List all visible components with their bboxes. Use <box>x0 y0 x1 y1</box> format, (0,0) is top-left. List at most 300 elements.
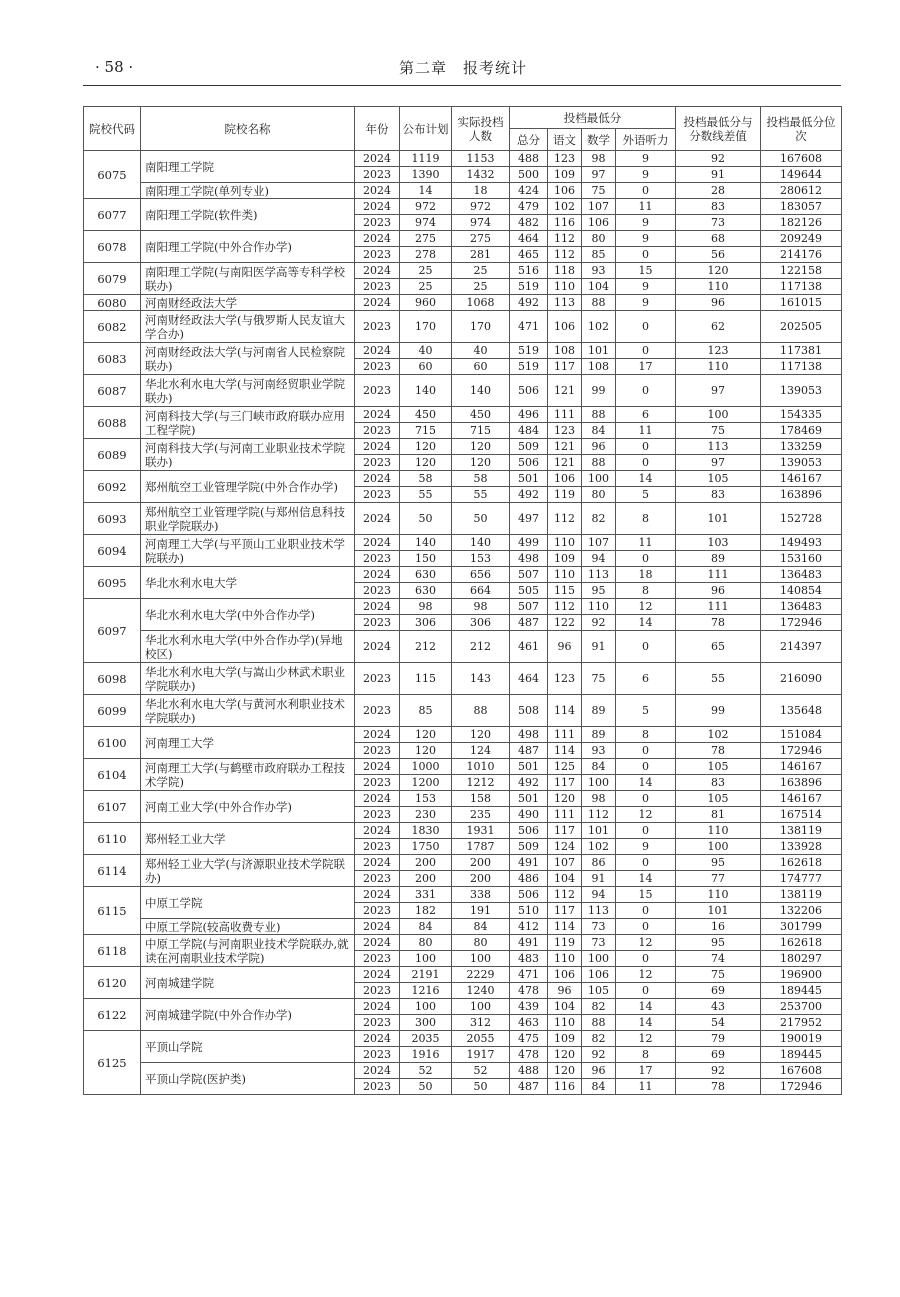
cell-listening: 9 <box>616 231 676 247</box>
cell-diff: 56 <box>676 247 761 263</box>
school-name: 河南城建学院 <box>141 967 355 999</box>
school-code: 6088 <box>84 407 141 439</box>
cell-total: 463 <box>510 1015 548 1031</box>
cell-year: 2023 <box>355 695 400 727</box>
cell-math: 91 <box>582 631 616 663</box>
cell-total: 500 <box>510 167 548 183</box>
col-header-listening: 外语听力 <box>616 129 676 151</box>
cell-math: 84 <box>582 759 616 775</box>
school-name: 河南理工大学(与鹤壁市政府联办工程技术学院) <box>141 759 355 791</box>
cell-year: 2023 <box>355 279 400 295</box>
cell-chinese: 122 <box>548 615 582 631</box>
cell-math: 107 <box>582 535 616 551</box>
cell-rank: 163896 <box>761 775 842 791</box>
school-name: 河南城建学院(中外合作办学) <box>141 999 355 1031</box>
cell-listening: 5 <box>616 695 676 727</box>
cell-actual: 281 <box>452 247 510 263</box>
cell-diff: 110 <box>676 887 761 903</box>
cell-math: 94 <box>582 887 616 903</box>
cell-actual: 158 <box>452 791 510 807</box>
cell-total: 501 <box>510 791 548 807</box>
cell-math: 89 <box>582 695 616 727</box>
cell-listening: 11 <box>616 199 676 215</box>
school-name: 河南科技大学(与三门峡市政府联办应用工程学院) <box>141 407 355 439</box>
table-row <box>84 567 842 583</box>
admission-stats-table <box>83 106 842 1095</box>
col-header-actual: 实际投档人数 <box>452 107 510 151</box>
cell-diff: 105 <box>676 471 761 487</box>
cell-listening: 9 <box>616 279 676 295</box>
cell-math: 92 <box>582 1047 616 1063</box>
cell-total: 492 <box>510 775 548 791</box>
cell-diff: 43 <box>676 999 761 1015</box>
table-row <box>84 695 842 727</box>
cell-rank: 189445 <box>761 1047 842 1063</box>
cell-actual: 656 <box>452 567 510 583</box>
cell-year: 2023 <box>355 375 400 407</box>
cell-year: 2023 <box>355 423 400 439</box>
cell-total: 501 <box>510 759 548 775</box>
cell-rank: 132206 <box>761 903 842 919</box>
cell-plan: 25 <box>400 279 452 295</box>
cell-actual: 275 <box>452 231 510 247</box>
cell-math: 100 <box>582 951 616 967</box>
cell-plan: 58 <box>400 471 452 487</box>
cell-rank: 117138 <box>761 359 842 375</box>
cell-total: 464 <box>510 663 548 695</box>
cell-total: 471 <box>510 311 548 343</box>
cell-chinese: 106 <box>548 311 582 343</box>
cell-actual: 191 <box>452 903 510 919</box>
school-code: 6099 <box>84 695 141 727</box>
cell-math: 75 <box>582 183 616 199</box>
cell-plan: 1000 <box>400 759 452 775</box>
cell-rank: 189445 <box>761 983 842 999</box>
school-name: 平顶山学院 <box>141 1031 355 1063</box>
cell-diff: 101 <box>676 903 761 919</box>
cell-plan: 25 <box>400 263 452 279</box>
cell-total: 497 <box>510 503 548 535</box>
cell-rank: 214397 <box>761 631 842 663</box>
cell-plan: 182 <box>400 903 452 919</box>
school-code: 6078 <box>84 231 141 263</box>
cell-actual: 1917 <box>452 1047 510 1063</box>
cell-plan: 98 <box>400 599 452 615</box>
cell-year: 2024 <box>355 759 400 775</box>
school-name: 南阳理工学院(单列专业) <box>141 183 355 199</box>
cell-year: 2023 <box>355 551 400 567</box>
cell-listening: 9 <box>616 151 676 167</box>
cell-total: 516 <box>510 263 548 279</box>
cell-actual: 84 <box>452 919 510 935</box>
cell-actual: 235 <box>452 807 510 823</box>
cell-total: 519 <box>510 359 548 375</box>
cell-diff: 62 <box>676 311 761 343</box>
school-name: 南阳理工学院(软件类) <box>141 199 355 231</box>
cell-actual: 1068 <box>452 295 510 311</box>
school-code: 6077 <box>84 199 141 231</box>
school-code: 6118 <box>84 935 141 967</box>
cell-rank: 190019 <box>761 1031 842 1047</box>
cell-year: 2024 <box>355 1063 400 1079</box>
cell-total: 475 <box>510 1031 548 1047</box>
cell-rank: 167608 <box>761 1063 842 1079</box>
table-row <box>84 823 842 839</box>
cell-plan: 84 <box>400 919 452 935</box>
cell-year: 2023 <box>355 743 400 759</box>
cell-total: 482 <box>510 215 548 231</box>
cell-plan: 115 <box>400 663 452 695</box>
school-code: 6094 <box>84 535 141 567</box>
cell-plan: 278 <box>400 247 452 263</box>
cell-actual: 100 <box>452 999 510 1015</box>
cell-chinese: 112 <box>548 231 582 247</box>
table-row <box>84 1063 842 1079</box>
cell-plan: 1916 <box>400 1047 452 1063</box>
cell-plan: 14 <box>400 183 452 199</box>
cell-total: 506 <box>510 455 548 471</box>
cell-rank: 135648 <box>761 695 842 727</box>
cell-diff: 89 <box>676 551 761 567</box>
cell-rank: 174777 <box>761 871 842 887</box>
cell-chinese: 106 <box>548 471 582 487</box>
cell-plan: 200 <box>400 855 452 871</box>
cell-chinese: 106 <box>548 183 582 199</box>
cell-listening: 0 <box>616 903 676 919</box>
cell-chinese: 114 <box>548 695 582 727</box>
school-code: 6083 <box>84 343 141 375</box>
cell-total: 479 <box>510 199 548 215</box>
cell-actual: 55 <box>452 487 510 503</box>
col-header-name: 院校名称 <box>141 107 355 151</box>
cell-math: 107 <box>582 199 616 215</box>
school-name: 华北水利水电大学(与河南经贸职业学院联办) <box>141 375 355 407</box>
cell-actual: 972 <box>452 199 510 215</box>
cell-year: 2024 <box>355 199 400 215</box>
cell-chinese: 111 <box>548 727 582 743</box>
cell-listening: 12 <box>616 967 676 983</box>
school-code: 6079 <box>84 263 141 295</box>
cell-diff: 100 <box>676 839 761 855</box>
cell-rank: 301799 <box>761 919 842 935</box>
cell-chinese: 112 <box>548 503 582 535</box>
cell-rank: 149493 <box>761 535 842 551</box>
cell-total: 490 <box>510 807 548 823</box>
cell-listening: 18 <box>616 567 676 583</box>
cell-total: 471 <box>510 967 548 983</box>
school-code: 6075 <box>84 151 141 199</box>
cell-listening: 11 <box>616 423 676 439</box>
cell-chinese: 116 <box>548 1079 582 1095</box>
cell-total: 509 <box>510 439 548 455</box>
cell-actual: 124 <box>452 743 510 759</box>
cell-plan: 170 <box>400 311 452 343</box>
cell-year: 2023 <box>355 1079 400 1095</box>
cell-diff: 79 <box>676 1031 761 1047</box>
cell-math: 96 <box>582 1063 616 1079</box>
cell-math: 96 <box>582 439 616 455</box>
cell-total: 519 <box>510 279 548 295</box>
cell-rank: 180297 <box>761 951 842 967</box>
cell-year: 2024 <box>355 439 400 455</box>
cell-year: 2024 <box>355 295 400 311</box>
school-code: 6092 <box>84 471 141 503</box>
header-rule <box>83 85 841 86</box>
table-row <box>84 263 842 279</box>
school-name: 华北水利水电大学(与嵩山少林武术职业学院联办) <box>141 663 355 695</box>
school-name: 中原工学院 <box>141 887 355 919</box>
cell-listening: 12 <box>616 807 676 823</box>
cell-rank: 162618 <box>761 935 842 951</box>
cell-year: 2023 <box>355 455 400 471</box>
school-name: 河南工业大学(中外合作办学) <box>141 791 355 823</box>
cell-listening: 14 <box>616 471 676 487</box>
col-header-rank: 投档最低分位次 <box>761 107 842 151</box>
cell-math: 84 <box>582 1079 616 1095</box>
cell-year: 2024 <box>355 855 400 871</box>
cell-plan: 60 <box>400 359 452 375</box>
cell-year: 2024 <box>355 791 400 807</box>
table-row <box>84 599 842 615</box>
cell-actual: 1931 <box>452 823 510 839</box>
cell-plan: 960 <box>400 295 452 311</box>
table-row <box>84 791 842 807</box>
cell-year: 2024 <box>355 631 400 663</box>
table-row <box>84 855 842 871</box>
cell-chinese: 125 <box>548 759 582 775</box>
cell-rank: 154335 <box>761 407 842 423</box>
cell-chinese: 106 <box>548 967 582 983</box>
cell-actual: 80 <box>452 935 510 951</box>
cell-diff: 110 <box>676 279 761 295</box>
cell-year: 2023 <box>355 839 400 855</box>
cell-math: 101 <box>582 343 616 359</box>
cell-year: 2023 <box>355 615 400 631</box>
cell-math: 89 <box>582 727 616 743</box>
cell-plan: 974 <box>400 215 452 231</box>
school-code: 6110 <box>84 823 141 855</box>
cell-actual: 312 <box>452 1015 510 1031</box>
cell-actual: 1432 <box>452 167 510 183</box>
cell-actual: 25 <box>452 263 510 279</box>
cell-chinese: 120 <box>548 1047 582 1063</box>
school-name: 郑州轻工业大学 <box>141 823 355 855</box>
cell-plan: 1200 <box>400 775 452 791</box>
school-code: 6080 <box>84 295 141 311</box>
cell-actual: 664 <box>452 583 510 599</box>
cell-actual: 18 <box>452 183 510 199</box>
school-code: 6104 <box>84 759 141 791</box>
cell-year: 2023 <box>355 583 400 599</box>
cell-total: 491 <box>510 855 548 871</box>
cell-year: 2024 <box>355 231 400 247</box>
table-row <box>84 311 842 343</box>
cell-plan: 331 <box>400 887 452 903</box>
cell-math: 88 <box>582 407 616 423</box>
cell-chinese: 119 <box>548 487 582 503</box>
table-row <box>84 407 842 423</box>
cell-year: 2024 <box>355 535 400 551</box>
cell-total: 484 <box>510 423 548 439</box>
school-name: 南阳理工学院(中外合作办学) <box>141 231 355 263</box>
cell-chinese: 109 <box>548 1031 582 1047</box>
cell-listening: 6 <box>616 407 676 423</box>
cell-math: 84 <box>582 423 616 439</box>
cell-math: 88 <box>582 1015 616 1031</box>
cell-year: 2024 <box>355 503 400 535</box>
cell-year: 2023 <box>355 167 400 183</box>
cell-plan: 300 <box>400 1015 452 1031</box>
cell-listening: 14 <box>616 871 676 887</box>
cell-year: 2023 <box>355 983 400 999</box>
table-row <box>84 183 842 199</box>
table-row <box>84 295 842 311</box>
col-header-plan: 公布计划 <box>400 107 452 151</box>
school-code: 6097 <box>84 599 141 663</box>
school-name: 南阳理工学院(与南阳医学高等专科学校联办) <box>141 263 355 295</box>
cell-total: 439 <box>510 999 548 1015</box>
cell-math: 88 <box>582 455 616 471</box>
cell-chinese: 120 <box>548 1063 582 1079</box>
cell-total: 487 <box>510 615 548 631</box>
cell-listening: 0 <box>616 631 676 663</box>
cell-total: 506 <box>510 887 548 903</box>
table-row <box>84 375 842 407</box>
cell-diff: 97 <box>676 375 761 407</box>
cell-chinese: 110 <box>548 567 582 583</box>
cell-year: 2024 <box>355 151 400 167</box>
school-name: 中原工学院(较高收费专业) <box>141 919 355 935</box>
cell-year: 2023 <box>355 1047 400 1063</box>
cell-actual: 120 <box>452 727 510 743</box>
cell-rank: 153160 <box>761 551 842 567</box>
cell-total: 412 <box>510 919 548 935</box>
col-header-chinese: 语文 <box>548 129 582 151</box>
cell-total: 478 <box>510 983 548 999</box>
table-row <box>84 471 842 487</box>
cell-rank: 146167 <box>761 759 842 775</box>
cell-listening: 0 <box>616 311 676 343</box>
cell-total: 506 <box>510 375 548 407</box>
cell-math: 80 <box>582 487 616 503</box>
cell-math: 98 <box>582 791 616 807</box>
cell-math: 104 <box>582 279 616 295</box>
school-code: 6115 <box>84 887 141 935</box>
cell-rank: 167608 <box>761 151 842 167</box>
table-row <box>84 999 842 1015</box>
cell-actual: 25 <box>452 279 510 295</box>
cell-chinese: 110 <box>548 535 582 551</box>
cell-listening: 0 <box>616 919 676 935</box>
cell-plan: 972 <box>400 199 452 215</box>
school-code: 6098 <box>84 663 141 695</box>
cell-listening: 0 <box>616 855 676 871</box>
cell-rank: 133928 <box>761 839 842 855</box>
cell-chinese: 117 <box>548 823 582 839</box>
table-row <box>84 439 842 455</box>
school-code: 6107 <box>84 791 141 823</box>
cell-plan: 120 <box>400 727 452 743</box>
cell-diff: 105 <box>676 759 761 775</box>
cell-listening: 11 <box>616 535 676 551</box>
cell-rank: 183057 <box>761 199 842 215</box>
cell-actual: 153 <box>452 551 510 567</box>
cell-chinese: 114 <box>548 919 582 935</box>
col-header-total: 总分 <box>510 129 548 151</box>
cell-year: 2023 <box>355 359 400 375</box>
cell-diff: 97 <box>676 455 761 471</box>
cell-chinese: 109 <box>548 167 582 183</box>
cell-year: 2023 <box>355 311 400 343</box>
col-header-math: 数学 <box>582 129 616 151</box>
cell-diff: 73 <box>676 215 761 231</box>
cell-chinese: 111 <box>548 807 582 823</box>
cell-listening: 9 <box>616 167 676 183</box>
cell-plan: 120 <box>400 439 452 455</box>
cell-year: 2024 <box>355 407 400 423</box>
cell-math: 94 <box>582 551 616 567</box>
cell-diff: 69 <box>676 1047 761 1063</box>
school-name: 华北水利水电大学(中外合作办学)(异地校区) <box>141 631 355 663</box>
cell-math: 113 <box>582 567 616 583</box>
cell-chinese: 123 <box>548 663 582 695</box>
cell-year: 2024 <box>355 343 400 359</box>
cell-chinese: 112 <box>548 247 582 263</box>
cell-diff: 54 <box>676 1015 761 1031</box>
school-name: 华北水利水电大学(与黄河水利职业技术学院联办) <box>141 695 355 727</box>
cell-diff: 28 <box>676 183 761 199</box>
cell-rank: 149644 <box>761 167 842 183</box>
cell-rank: 162618 <box>761 855 842 871</box>
cell-math: 110 <box>582 599 616 615</box>
cell-math: 106 <box>582 967 616 983</box>
cell-diff: 105 <box>676 791 761 807</box>
cell-total: 465 <box>510 247 548 263</box>
cell-diff: 75 <box>676 423 761 439</box>
table-row <box>84 919 842 935</box>
school-code: 6087 <box>84 375 141 407</box>
cell-actual: 40 <box>452 343 510 359</box>
cell-rank: 253700 <box>761 999 842 1015</box>
cell-chinese: 119 <box>548 935 582 951</box>
cell-chinese: 112 <box>548 887 582 903</box>
cell-diff: 123 <box>676 343 761 359</box>
cell-actual: 1212 <box>452 775 510 791</box>
cell-listening: 17 <box>616 359 676 375</box>
cell-year: 2023 <box>355 663 400 695</box>
school-code: 6100 <box>84 727 141 759</box>
cell-actual: 120 <box>452 439 510 455</box>
cell-year: 2024 <box>355 471 400 487</box>
school-name: 河南财经政法大学(与河南省人民检察院联办) <box>141 343 355 375</box>
cell-year: 2024 <box>355 887 400 903</box>
cell-rank: 117381 <box>761 343 842 359</box>
cell-listening: 8 <box>616 583 676 599</box>
cell-math: 112 <box>582 807 616 823</box>
cell-actual: 140 <box>452 535 510 551</box>
cell-actual: 52 <box>452 1063 510 1079</box>
table-row <box>84 727 842 743</box>
cell-math: 86 <box>582 855 616 871</box>
cell-actual: 60 <box>452 359 510 375</box>
cell-diff: 113 <box>676 439 761 455</box>
cell-rank: 214176 <box>761 247 842 263</box>
cell-year: 2023 <box>355 487 400 503</box>
cell-chinese: 111 <box>548 407 582 423</box>
cell-diff: 96 <box>676 583 761 599</box>
cell-total: 499 <box>510 535 548 551</box>
cell-diff: 92 <box>676 1063 761 1079</box>
